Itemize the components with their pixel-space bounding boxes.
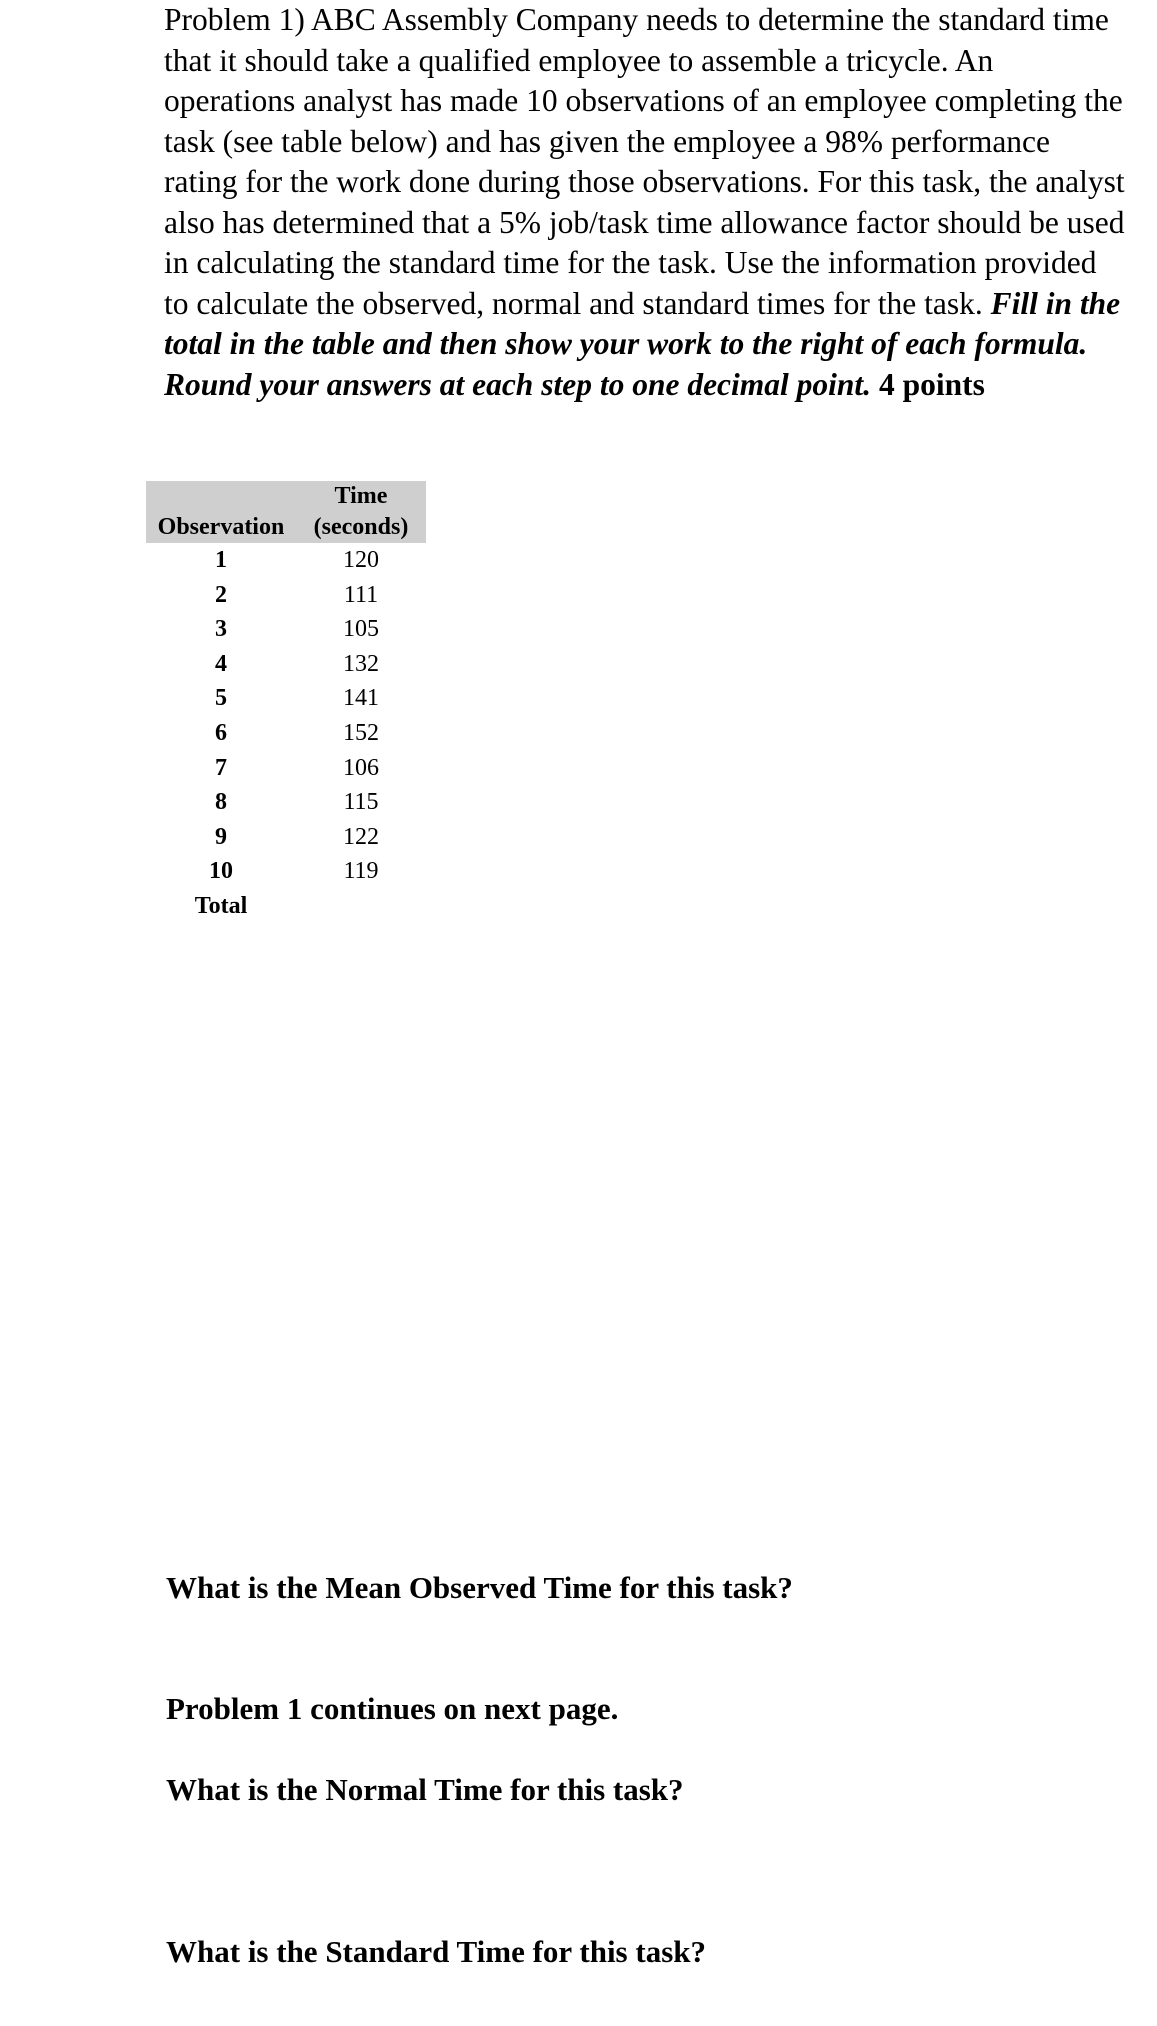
observation-number: 9 [215,823,227,850]
table-row [146,854,426,889]
total-label: Total [194,892,248,919]
observation-number: 1 [215,547,227,573]
table-row [146,612,426,647]
problem-points: 4 points [871,366,985,402]
observation-time: 120 [343,547,379,573]
table-row [146,578,426,613]
observation-time: 132 [343,650,379,677]
observation-number: 6 [215,719,227,746]
question-normal-time: What is the Normal Time for this task? [166,1772,684,1807]
observation-number: 7 [215,754,227,781]
table-total-row [146,889,426,924]
observation-time: 122 [343,823,379,850]
observation-table [146,481,426,924]
observation-time: 111 [343,581,379,608]
problem-statement [164,0,1126,405]
continues-note: Problem 1 continues on next page. [166,1691,619,1726]
observation-number: 4 [215,650,227,677]
question-standard-time: What is the Standard Time for this task? [166,1934,707,1969]
table-row [146,820,426,855]
observation-number: 10 [209,858,233,885]
table-row [146,647,426,682]
header-time: Time (seconds) [296,481,426,543]
observation-time: 141 [343,685,379,712]
table-row [146,543,426,578]
table-row [146,751,426,786]
observation-time: 119 [343,858,379,885]
table-row [146,785,426,820]
table-header-row [146,481,426,543]
observation-number: 5 [215,685,227,712]
problem-intro-text: Problem 1) ABC Assembly Company needs to determine the standard time that it should take a qualified employee to assemble a tricycle. An operations analyst has made 10 observations of an employee completing the task (see table below) and has given the employee a 98% performance rating for the work done during those observations. For this task, the analyst also has determined that a 5% job/task time allowance factor should be used in calculating the standard time for the task. Use the information provided to calculate the observed, normal and standard times for the task. [164,2,1125,321]
table-row [146,716,426,751]
observation-time: 106 [343,754,379,781]
question-mean-observed-time: What is the Mean Observed Time for this task? [166,1570,793,1605]
observation-time: 115 [343,789,379,816]
total-value [296,889,426,924]
observation-number: 3 [215,616,227,643]
header-observation: Observation [146,481,296,543]
problem-instruction: Fill in the total in the table and then show your work to the right of each formula. Round your answers at each step to one decimal point. [164,285,1121,402]
observation-time: 105 [343,616,379,643]
observation-number: 8 [215,789,227,816]
observation-number: 2 [215,581,227,608]
table-row [146,681,426,716]
observation-time: 152 [343,719,379,746]
